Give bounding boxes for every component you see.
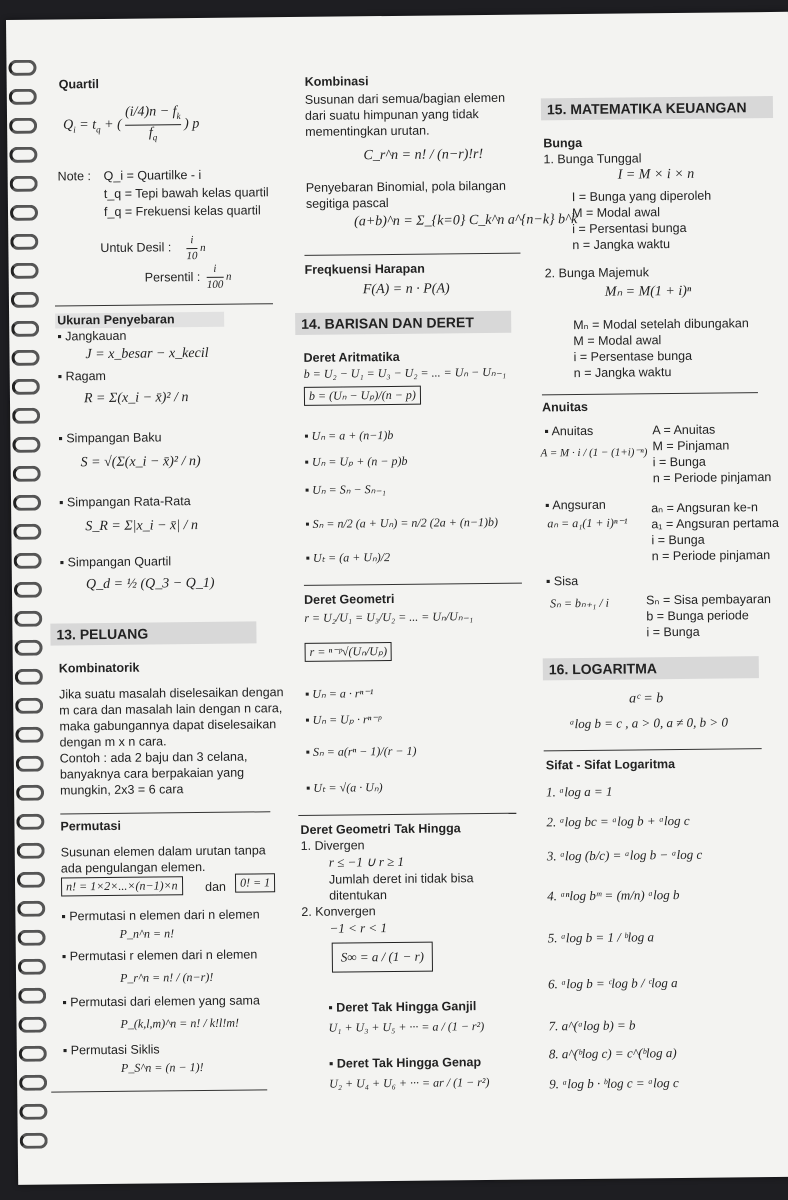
spiral-ring xyxy=(18,930,46,946)
genap-label: ▪ Deret Tak Hingga Genap xyxy=(328,1055,482,1071)
spiral-ring xyxy=(9,147,37,163)
divergen-formula: r ≤ −1 ∪ r ≥ 1 xyxy=(328,853,405,870)
divider xyxy=(55,303,273,306)
harapan-formula: F(A) = n · P(A) xyxy=(362,281,450,298)
peluang-line: Contoh : ada 2 baju dan 3 celana, xyxy=(59,749,248,766)
spiral-ring xyxy=(14,553,42,569)
sifat-log-heading: Sifat - Sifat Logaritma xyxy=(545,757,676,773)
angsuran-label: ▪ Angsuran xyxy=(545,497,606,513)
peluang-line: m cara dan masalah lain dengan n cara, xyxy=(59,701,283,718)
permutasi-item-label: ▪ Permutasi n elemen dari n elemen xyxy=(61,907,260,924)
anuitas-def: M = Pinjaman xyxy=(652,438,730,454)
aritmatika-formula: ▪ Uₙ = a + (n−1)b xyxy=(304,427,394,443)
permutasi-desc: ada pengulangan elemen. xyxy=(60,859,206,876)
anuitas-def: n = Periode pinjaman xyxy=(652,470,772,486)
log-property: 1. ᵃlog a = 1 xyxy=(546,783,613,800)
log-condition-formula: ᵃlog b = c , a > 0, a ≠ 0, b > 0 xyxy=(569,714,728,732)
spiral-ring xyxy=(16,814,44,830)
column-1 xyxy=(50,17,284,1075)
spiral-ring xyxy=(14,611,42,627)
bunga-majemuk-def: i = Persentase bunga xyxy=(573,348,693,365)
spiral-ring xyxy=(13,466,41,482)
spiral-ring xyxy=(17,872,45,888)
spiral-ring xyxy=(10,234,38,250)
bunga-majemuk-formula: Mₙ = M(1 + i)ⁿ xyxy=(604,283,692,300)
kombinasi-heading: Kombinasi xyxy=(304,74,369,89)
geometri-formula: ▪ Uₙ = a · rⁿ⁻¹ xyxy=(305,686,374,701)
simpangan-rata-formula: S_R = Σ|x_i − x̄| / n xyxy=(85,518,199,535)
log-property: 3. ᵃlog (b/c) = ᵃlog b − ᵃlog c xyxy=(546,846,703,864)
tak-hingga-heading: Deret Geometri Tak Hingga xyxy=(300,821,461,837)
geometri-formula: ▪ Uₙ = Uₚ · rⁿ⁻ᵖ xyxy=(305,712,382,727)
aritmatika-beda-box: b = (Uₙ − Uₚ)/(n − p) xyxy=(304,386,421,406)
simpangan-rata-label: ▪ Simpangan Rata-Rata xyxy=(58,494,191,510)
spiral-ring xyxy=(9,89,37,105)
simpangan-quartil-label: ▪ Simpangan Quartil xyxy=(59,554,172,570)
spiral-binding xyxy=(6,60,52,1200)
peluang-line: banyaknya cara berpakaian yang xyxy=(59,765,245,782)
spiral-ring xyxy=(9,118,37,134)
geometri-formula: r = U₂/U₁ = U₃/U₂ = ... = Uₙ/Uₙ₋₁ xyxy=(304,609,474,625)
binom-formula: (a+b)^n = Σ_{k=0} C_k^n a^{n−k} b^k xyxy=(354,212,578,230)
konvergen-formula: −1 < r < 1 xyxy=(329,920,387,936)
peluang-line: dengan m x n cara. xyxy=(59,734,167,750)
bunga-majemuk-def: Mₙ = Modal setelah dibungakan xyxy=(573,316,749,333)
desil-label: Untuk Desil : xyxy=(100,240,172,256)
divider xyxy=(51,1089,267,1092)
zero-factorial-box: 0! = 1 xyxy=(235,873,275,892)
konvergen-label: 2. Konvergen xyxy=(301,904,376,919)
bunga-tunggal-def: I = Bunga yang diperoleh xyxy=(571,188,712,205)
log-property: 2. ᵃlog bc = ᵃlog b + ᵃlog c xyxy=(546,812,690,830)
peluang-line: mungkin, 2x3 = 6 cara xyxy=(59,782,184,798)
spiral-ring xyxy=(20,1133,48,1149)
spiral-ring xyxy=(15,669,43,685)
spiral-ring xyxy=(17,843,45,859)
harapan-heading: Freqkuensi Harapan xyxy=(304,261,425,277)
log-property: 5. ᵃlog b = 1 / ᵇlog a xyxy=(547,929,655,946)
genap-formula: U₂ + U₄ + U₆ + ··· = ar / (1 − r²) xyxy=(329,1074,490,1091)
spiral-ring xyxy=(13,495,41,511)
spiral-ring xyxy=(11,350,39,366)
log-property: 4. ᵃⁿlog bᵐ = (m/n) ᵃlog b xyxy=(547,886,680,904)
kombinasi-formula: C_r^n = n! / (n−r)!r! xyxy=(363,147,484,164)
quartil-heading: Quartil xyxy=(58,77,100,92)
spiral-ring xyxy=(10,176,38,192)
spiral-ring xyxy=(17,901,45,917)
peluang-line: Jika suatu masalah diselesaikan dengan xyxy=(58,685,284,702)
logaritma-heading: 16. LOGARITMA xyxy=(543,656,759,680)
permutasi-desc: Susunan elemen dalam urutan tanpa xyxy=(60,843,266,860)
spiral-ring xyxy=(16,756,44,772)
kombinasi-desc: dari suatu himpunan yang tidak xyxy=(304,107,479,123)
spiral-ring xyxy=(12,408,40,424)
bunga-tunggal-def: i = Persentasi bunga xyxy=(572,220,687,237)
ukuran-heading: Ukuran Penyebaran xyxy=(55,312,225,329)
spiral-ring xyxy=(16,785,44,801)
geometri-heading: Deret Geometri xyxy=(304,591,395,607)
barisan-heading: 14. BARISAN DAN DERET xyxy=(295,311,511,335)
bunga-heading: Bunga xyxy=(543,135,583,151)
quartil-formula: $Q_i = t_q$ + ( $\frac{(i/4)n - f_k}{f_q}$ ) p xyxy=(63,104,200,146)
spiral-ring xyxy=(14,640,42,656)
aritmatika-formula: b = U₂ − U₁ = U₃ − U₂ = ... = Uₙ − Uₙ₋₁ xyxy=(303,364,507,381)
spiral-ring xyxy=(18,1017,46,1033)
log-property: 7. a^(ᵃlog b) = b xyxy=(548,1017,636,1034)
peluang-heading: 13. PELUANG xyxy=(50,621,256,645)
jangkauan-label: ▪ Jangkauan xyxy=(57,328,127,344)
spiral-ring xyxy=(13,524,41,540)
geometri-rasio-box: r = ⁿ⁻ᵖ√(Uₙ/Uₚ) xyxy=(305,642,393,662)
kombinatorik-heading: Kombinatorik xyxy=(58,660,140,676)
spiral-ring xyxy=(12,437,40,453)
aritmatika-formula: ▪ Uₙ = Uₚ + (n − p)b xyxy=(304,453,408,469)
angsuran-def: i = Bunga xyxy=(651,532,705,548)
bunga-tunggal-def: n = Jangka waktu xyxy=(572,237,671,253)
jangkauan-formula: J = x_besar − x_kecil xyxy=(85,345,209,363)
formula-sheet-page xyxy=(6,12,788,1185)
permutasi-item-formula: P_(k,l,m)^n = n! / k!l!m! xyxy=(120,1015,240,1031)
quartil-def-1: Q_i = Quartilke - i xyxy=(103,167,202,183)
spiral-ring xyxy=(12,379,40,395)
bunga-majemuk-label: 2. Bunga Majemuk xyxy=(544,265,649,281)
binom-desc: Penyebaran Binomial, pola bilangan xyxy=(305,178,506,195)
spiral-ring xyxy=(14,582,42,598)
konvergen-box: S∞ = a / (1 − r) xyxy=(332,942,433,973)
anuitas-def: A = Anuitas xyxy=(652,422,716,438)
dan-label: dan xyxy=(205,879,227,894)
angsuran-def: a₁ = Angsuran pertama xyxy=(651,515,779,532)
desil-formula: $\frac{i}{10}$ n xyxy=(186,234,206,263)
spiral-ring xyxy=(8,60,36,76)
spiral-ring xyxy=(11,321,39,337)
log-property: 9. ᵃlog b · ᵇlog c = ᵃlog c xyxy=(549,1075,679,1092)
ganjil-formula: U₁ + U₃ + U₅ + ··· = a / (1 − r²) xyxy=(328,1019,485,1035)
aritmatika-formula: ▪ Uₙ = Sₙ − Sₙ₋₁ xyxy=(304,482,386,497)
permutasi-heading: Permutasi xyxy=(60,818,121,834)
kombinasi-desc: mementingkan urutan. xyxy=(305,123,430,139)
simpangan-baku-formula: S = √(Σ(x_i − x̄)² / n) xyxy=(80,453,201,471)
ragam-label: ▪ Ragam xyxy=(57,368,107,384)
keuangan-heading: 15. MATEMATIKA KEUANGAN xyxy=(541,96,773,120)
bunga-majemuk-def: n = Jangka waktu xyxy=(573,365,672,381)
log-property: 8. a^(ᵇlog c) = c^(ᵇlog a) xyxy=(548,1045,677,1062)
permutasi-item-formula: P_n^n = n! xyxy=(119,926,175,941)
binom-desc: segitiga pascal xyxy=(305,196,389,211)
divergen-desc: Jumlah deret ini tidak bisa xyxy=(328,871,474,887)
angsuran-def: aₙ = Angsuran ke-n xyxy=(651,500,759,516)
spiral-ring xyxy=(18,959,46,975)
permutasi-item-label: ▪ Permutasi r elemen dari n elemen xyxy=(61,947,258,964)
simpangan-quartil-formula: Q_d = ½ (Q_3 − Q_1) xyxy=(85,575,215,593)
anuitas-heading: Anuitas xyxy=(542,399,589,415)
divergen-label: 1. Divergen xyxy=(300,838,365,853)
kombinasi-desc: Susunan dari semua/bagian elemen xyxy=(304,90,506,107)
divider xyxy=(60,811,270,814)
angsuran-def: n = Periode pinjaman xyxy=(651,548,771,564)
spiral-ring xyxy=(10,205,38,221)
bunga-majemuk-def: M = Modal awal xyxy=(573,333,662,349)
spiral-ring xyxy=(11,292,39,308)
divider xyxy=(544,748,762,751)
column-3 xyxy=(536,12,779,1092)
anuitas-formula: A = M · i / (1 − (1+i)⁻ⁿ) xyxy=(540,446,648,460)
aritmatika-formula: ▪ Uₜ = (a + Uₙ)/2 xyxy=(305,550,391,565)
spiral-ring xyxy=(11,263,39,279)
permutasi-item-label: ▪ Permutasi dari elemen yang sama xyxy=(62,993,260,1010)
divider xyxy=(542,392,758,395)
sisa-def: b = Bunga periode xyxy=(646,608,749,624)
sisa-formula: Sₙ = bₙ₊₁ / i xyxy=(550,595,610,611)
factorial-box: n! = 1×2×...×(n−1)×n xyxy=(61,876,183,896)
ragam-formula: R = Σ(x_i − x̄)² / n xyxy=(83,390,189,407)
permutasi-item-formula: P_r^n = n! / (n−r)! xyxy=(119,969,214,985)
aritmatika-formula: ▪ Sₙ = n/2 (a + Uₙ) = n/2 (2a + (n−1)b) xyxy=(305,514,498,531)
bunga-tunggal-formula: I = M × i × n xyxy=(617,166,695,183)
permutasi-item-formula: P_S^n = (n − 1)! xyxy=(120,1059,204,1075)
spiral-ring xyxy=(19,1075,47,1091)
quartil-def-3: f_q = Frekuensi kelas quartil xyxy=(103,203,261,219)
log-def-formula: aᶜ = b xyxy=(629,691,664,707)
bunga-tunggal-def: M = Modal awal xyxy=(571,205,661,221)
anuitas-def: i = Bunga xyxy=(652,454,706,470)
persentil-formula: $\frac{i}{100}$ n xyxy=(206,262,232,291)
divider xyxy=(304,253,520,256)
divergen-desc: ditentukan xyxy=(329,888,387,903)
peluang-line: maka gabungannya dapat diselesaikan xyxy=(59,717,277,734)
geometri-formula: ▪ Sₙ = a(rⁿ − 1)/(r − 1) xyxy=(305,743,417,759)
bunga-tunggal-label: 1. Bunga Tunggal xyxy=(543,151,642,167)
spiral-ring xyxy=(19,1104,47,1120)
quartil-def-2: t_q = Tepi bawah kelas quartil xyxy=(103,185,269,201)
spiral-ring xyxy=(18,988,46,1004)
persentil-label: Persentil : xyxy=(144,269,201,285)
permutasi-item-label: ▪ Permutasi Siklis xyxy=(62,1042,160,1058)
divider xyxy=(298,813,516,816)
spiral-ring xyxy=(19,1046,47,1062)
sisa-label: ▪ Sisa xyxy=(545,574,579,589)
sisa-def: Sₙ = Sisa pembayaran xyxy=(646,592,772,608)
anuitas-label: ▪ Anuitas xyxy=(544,423,594,439)
simpangan-baku-label: ▪ Simpangan Baku xyxy=(58,430,162,446)
aritmatika-heading: Deret Aritmatika xyxy=(303,349,400,365)
divider xyxy=(304,583,522,586)
spiral-ring xyxy=(15,727,43,743)
geometri-formula: ▪ Uₜ = √(a · Uₙ) xyxy=(305,780,383,795)
sisa-def: i = Bunga xyxy=(646,624,700,640)
spiral-ring xyxy=(15,698,43,714)
ganjil-label: ▪ Deret Tak Hingga Ganjil xyxy=(328,999,477,1015)
angsuran-formula: aₙ = a₁(1 + i)ⁿ⁻¹ xyxy=(547,515,628,531)
quartil-note: Note : xyxy=(57,169,92,184)
log-property: 6. ᵃlog b = ᶜlog b / ᶜlog a xyxy=(548,975,678,992)
